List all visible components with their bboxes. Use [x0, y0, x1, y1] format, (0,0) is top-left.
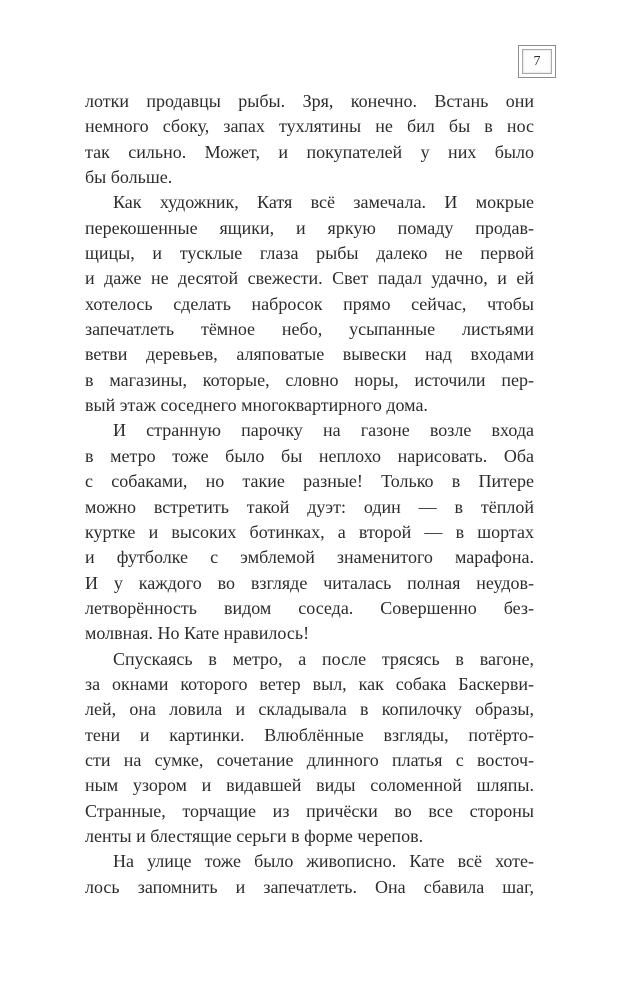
text-line: запечатлеть тёмное небо, усыпанные листьями — [85, 319, 534, 340]
text-line: и футболке с эмблемой знаменитого марафона. — [85, 547, 534, 568]
text-line: ным узором и видавшей виды соломенной шляпы. — [85, 775, 534, 796]
text-line: в магазины, которые, словно норы, источили пер- — [85, 369, 534, 390]
text-line: куртке и высоких ботинках, а второй — в шортах — [85, 521, 534, 542]
text-line: щицы, и тусклые глаза рыбы далеко не первой — [85, 243, 534, 264]
page-number: 7 — [522, 49, 552, 74]
text-line: за окнами которого ветер выл, как собака Баскерви- — [85, 673, 534, 694]
text-line: лей, она ловила и складывала в копилочку образы, — [85, 699, 534, 720]
text-line: вый этаж соседнего многоквартирного дома. — [85, 395, 428, 416]
page-text — [85, 89, 534, 900]
text-line: тени и картинки. Влюблённые взгляды, потёрто- — [85, 724, 534, 745]
text-line: и даже не десятой свежести. Свет падал удачно, и ей — [85, 268, 534, 289]
text-line: лось запомнить и запечатлеть. Она сбавила шаг, — [85, 876, 534, 897]
text-line: Как художник, Катя всё замечала. И мокрые — [113, 192, 534, 213]
text-line: можно встретить такой дуэт: один — в тёплой — [85, 496, 534, 517]
text-line: На улице тоже было живописно. Кате всё хоте- — [113, 851, 534, 872]
text-line: ветви деревьев, аляповатые вывески над входами — [85, 344, 534, 365]
text-line: с собаками, но такие разные! Только в Питере — [85, 471, 534, 492]
text-line: бы больше. — [85, 167, 173, 188]
text-line: ленты и блестящие серьги в форме черепов. — [85, 825, 424, 846]
text-line: Странные, торчащие из причёски во все стороны — [85, 800, 534, 821]
text-line: И странную парочку на газоне возле входа — [113, 420, 534, 441]
page-number-frame — [518, 45, 556, 78]
text-line: так сильно. Может, и покупателей у них было — [85, 141, 534, 162]
text-line: молвная. Но Кате нравилось! — [85, 623, 310, 644]
text-line: немного сбоку, запах тухлятины не бил бы в нос — [85, 116, 534, 137]
text-line: хотелось сделать набросок прямо сейчас, чтобы — [85, 293, 534, 314]
text-line: Спускаясь в метро, а после трясясь в вагоне, — [113, 648, 534, 669]
text-line: летворённость видом соседа. Совершенно без- — [85, 597, 534, 618]
text-line: в метро тоже было бы неплохо нарисовать. Оба — [85, 445, 534, 466]
text-line: перекошенные ящики, и яркую помаду продав- — [85, 217, 534, 238]
text-line: лотки продавцы рыбы. Зря, конечно. Встань они — [85, 91, 534, 111]
text-line: И у каждого во взгляде читалась полная неудов- — [85, 572, 534, 593]
text-line: сти на сумке, сочетание длинного платья с восточ- — [85, 749, 534, 770]
